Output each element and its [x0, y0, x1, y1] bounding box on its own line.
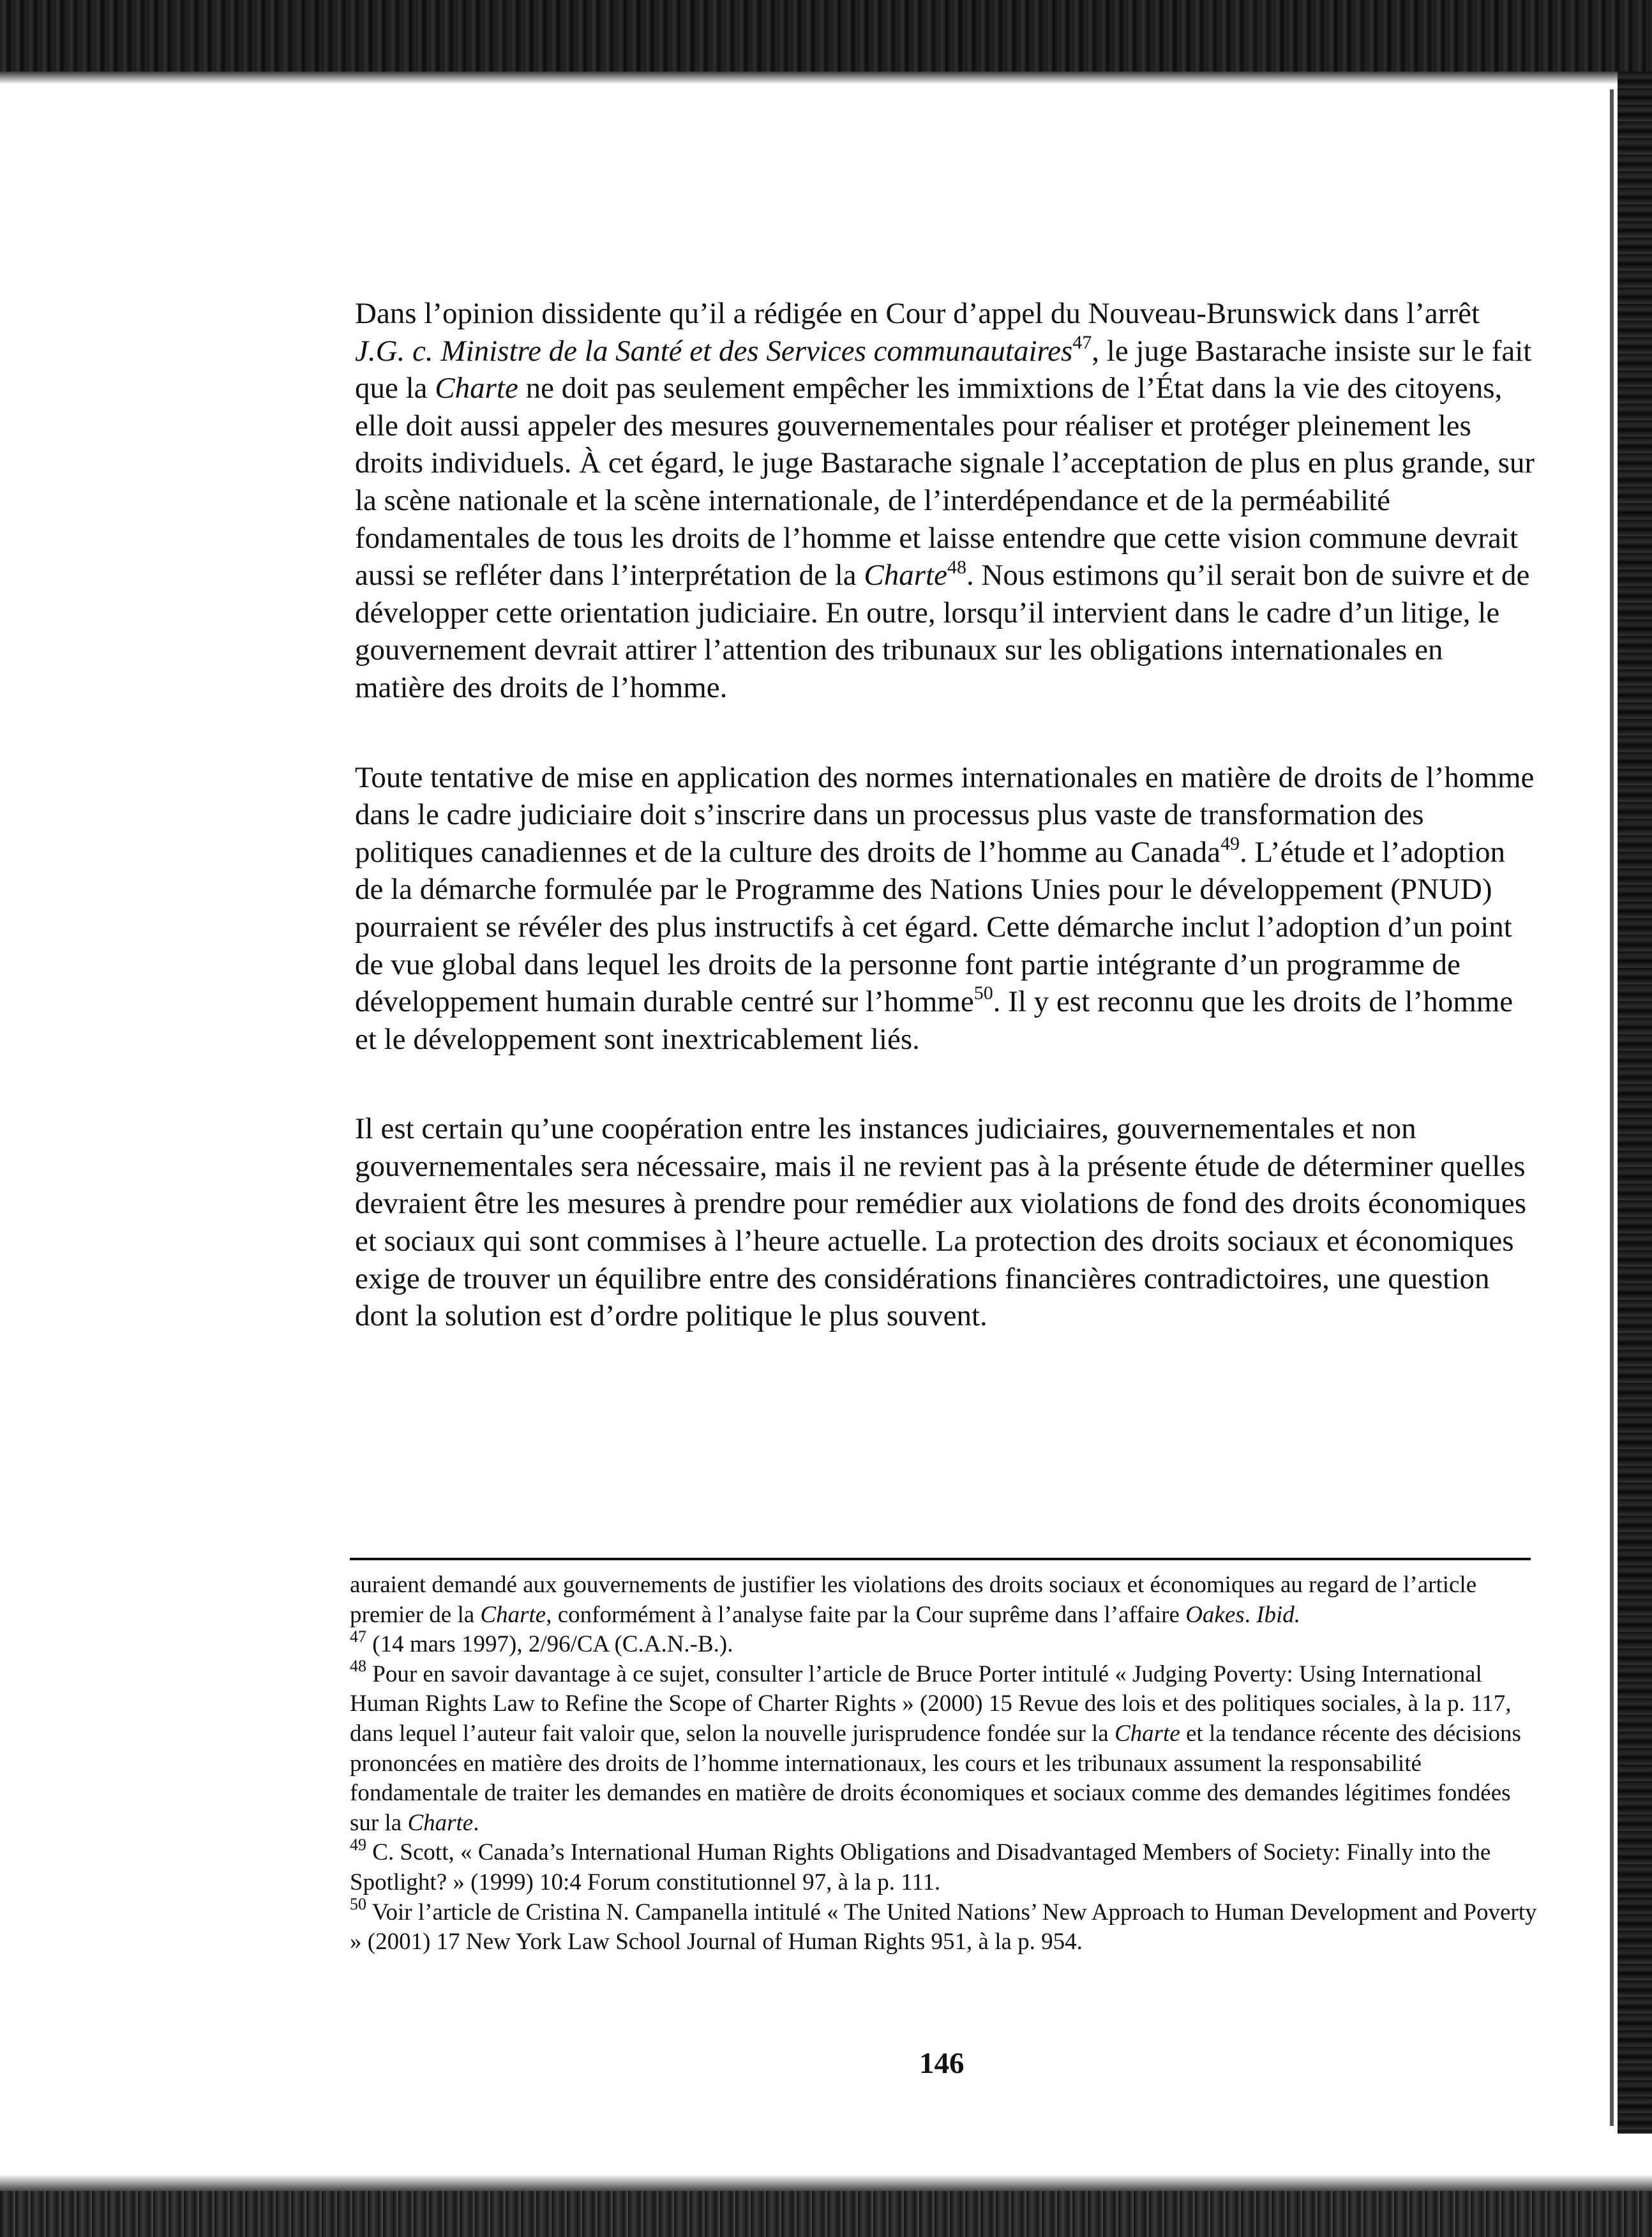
case-title-italic: J.G. c. Ministre de la Santé et des Services communautaires: [355, 334, 1073, 368]
text-run: . Nous estimons qu’il serait bon de suivre et de développer cette orientation judiciaire. En outre, lorsqu’il intervient dans le cadre d’un litige, le gouvernement devrait attirer l’attention des tribunaux sur les obligations internationales en matière des droits de l’homme.: [355, 559, 1530, 704]
footnote-text: et la tendance récente des décisions prononcées en matière des droits de l’homme internationaux, les cours et les tribunaux assument la responsabilité fondamentale de traiter les demandes en matière de droits économiques et sociaux comme des demandes légitimes fondées sur la: [350, 1720, 1521, 1836]
scan-border-top: [0, 0, 1652, 72]
footnotes: [350, 1570, 1537, 1957]
footnote-text: Pour en savoir davantage à ce sujet, consulter l’article de Bruce Porter intitulé « Judging Poverty: Using International Human Rights Law to Refine the Scope of Charter Rights » (2000) 15 Revue des lois et des politiques sociales, à la p. 117, dans lequel l’auteur fait valoir que, selon la nouvelle jurisprudence fondée sur la: [350, 1661, 1512, 1747]
charte-italic: Charte: [480, 1601, 546, 1628]
footnote-ref-48[interactable]: 48: [947, 556, 966, 578]
footnote-ref-49[interactable]: 49: [1220, 833, 1240, 855]
text-run: .: [1244, 1601, 1257, 1628]
footnote-text: .: [473, 1809, 479, 1836]
charte-italic: Charte: [435, 372, 518, 405]
footnote-text: C. Scott, « Canada’s International Human Rights Obligations and Disadvantaged Members of Society: Finally into the Spotlight? » (1999) 10:4 Forum constitutionnel 97, à la p. 111.: [350, 1839, 1491, 1895]
text-run: Dans l’opinion dissidente qu’il a rédigée en Cour d’appel du Nouveau-Brunswick dans l’arrêt: [355, 297, 1480, 330]
footnote-ref-47[interactable]: 47: [1072, 331, 1092, 353]
text-run: . Il y est reconnu que les droits de l’homme et le développement sont inextricablement liés.: [355, 985, 1513, 1056]
text-run: Il est certain qu’une coopération entre les instances judiciaires, gouvernementales et non gouvernementales sera nécessaire, mais il ne revient pas à la présente étude de déterminer quelles devraient être les mesures à prendre pour remédier aux violations de fond des droits économiques et sociaux qui sont commises à l’heure actuelle. La protection des droits sociaux et économiques exige de trouver un équilibre entre des considérations financières contradictoires, une question dont la solution est d’ordre politique le plus souvent.: [355, 1112, 1526, 1333]
paragraph-3: [355, 1110, 1536, 1335]
main-text: [355, 295, 1536, 1387]
charte-italic: Charte: [1114, 1720, 1180, 1747]
footnote-text: (14 mars 1997), 2/96/CA (C.A.N.-B.).: [366, 1631, 733, 1658]
footnote-49: [350, 1835, 1537, 1897]
footnote-50: [350, 1895, 1537, 1957]
footnote-number: 49: [350, 1835, 366, 1855]
scan-shadow-top: [0, 72, 1652, 84]
page-number: 146: [919, 2047, 965, 2080]
text-run: , conformément à l’analyse faite par la Cour suprême dans l’affaire: [546, 1601, 1186, 1628]
charte-italic: Charte: [864, 559, 947, 592]
scan-border-bottom: [0, 2191, 1652, 2237]
text-run: auraient demandé aux gouvernements de justifier les violations des droits sociaux et économiques au regard de l’article premier de la: [350, 1572, 1477, 1628]
paragraph-2: [355, 759, 1536, 1058]
text-run: ne doit pas seulement empêcher les immixtions de l’État dans la vie des citoyens, elle doit aussi appeler des mesures gouvernementales pour réaliser et protéger pleinement les droits individuels. À cet égard, le juge Bastarache signale l’acceptation de plus en plus grande, sur la scène nationale et la scène internationale, de l’interdépendance et de la perméabilité fondamentales de tous les droits de l’homme et laisse entendre que cette vision commune devrait aussi se refléter dans l’interprétation de la: [355, 372, 1535, 592]
scan-edge-line-right: [1610, 89, 1614, 2126]
footnote-text: Voir l’article de Cristina N. Campanella intitulé « The United Nations’ New Approach to Human Development and Poverty » (2001) 17 New York Law School Journal of Human Rights 951, à la p. 954.: [350, 1899, 1537, 1955]
footnote-continuation: [350, 1570, 1537, 1630]
text-run: , le juge Bastarache insiste sur le fait que la: [355, 334, 1532, 405]
footnote-number: 47: [350, 1627, 366, 1646]
footnote-47: [350, 1627, 1537, 1660]
footnote-48: [350, 1657, 1537, 1839]
case-name-italic: Oakes: [1185, 1601, 1245, 1628]
paragraph-1: [355, 295, 1536, 707]
text-run: . L’étude et l’adoption de la démarche formulée par le Programme des Nations Unies pour le développement (PNUD) pourraient se révéler des plus instructifs à cet égard. Cette démarche inclut l’adoption d’un point de vue global dans lequel les droits de la personne font partie intégrante d’un programme de développement humain durable centré sur l’homme: [355, 835, 1512, 1019]
charte-italic: Charte: [407, 1809, 474, 1836]
text-run: Toute tentative de mise en application des normes internationales en matière de droits de l’homme dans le cadre judiciaire doit s’inscrire dans un processus plus vaste de transformation des politiques canadiennes et de la culture des droits de l’homme au Canada: [355, 760, 1535, 869]
footnote-separator: [350, 1558, 1531, 1560]
ibid-italic: Ibid.: [1256, 1601, 1301, 1628]
footnote-number: 48: [350, 1657, 366, 1676]
scan-border-right: [1618, 72, 1652, 2134]
footnote-ref-50[interactable]: 50: [973, 983, 993, 1004]
footnote-number: 50: [350, 1895, 366, 1914]
scan-shadow-bottom: [0, 2174, 1652, 2191]
